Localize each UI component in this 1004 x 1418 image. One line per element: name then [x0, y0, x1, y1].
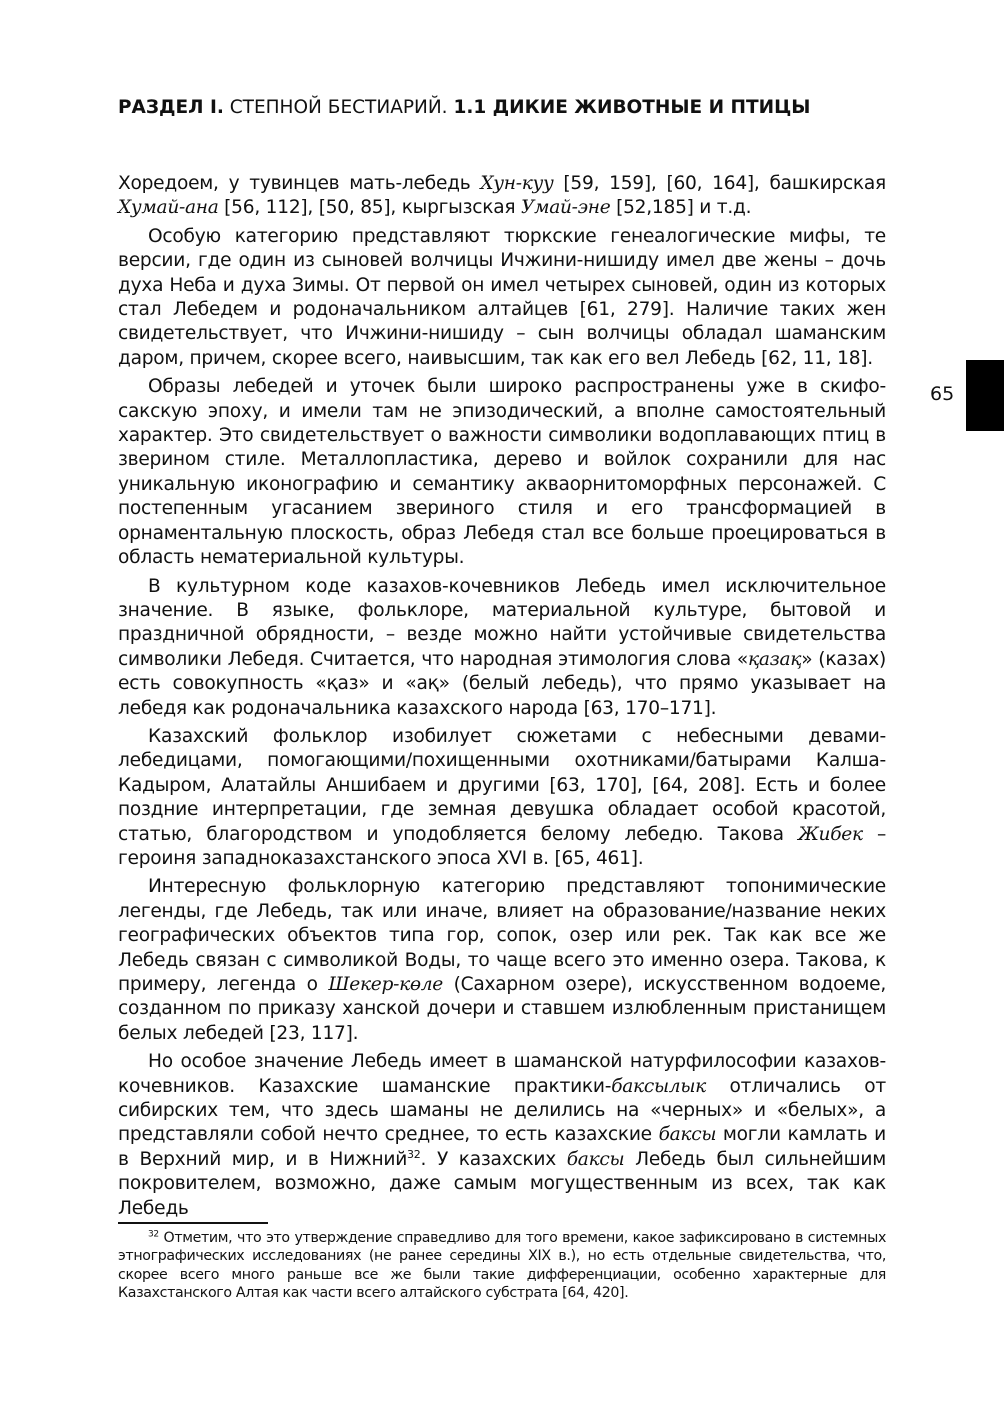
- footnote-32: [118, 1229, 886, 1303]
- body-text: [118, 172, 886, 1221]
- italic-term: Хун-куу: [480, 173, 554, 194]
- italic-term: Умай-эне: [520, 197, 611, 219]
- paragraph-7: [118, 1050, 886, 1221]
- footnote-reference[interactable]: 32: [407, 1147, 421, 1161]
- text-run: Но особое значение Лебедь имеет в шаманской натурфилософии казахов-кочевников. Казахские шаманские практики-: [118, 1051, 886, 1097]
- italic-term: Хумай-ана: [118, 197, 219, 219]
- paragraph-4: [118, 575, 886, 721]
- italic-term: Шекер-көле: [328, 974, 444, 995]
- text-run: [59, 159], [60, 164], башкирская: [553, 173, 886, 194]
- italic-term: баксылык: [611, 1075, 706, 1097]
- paragraph-1: [118, 172, 886, 221]
- text-run: Лебедь был сильнейшим покровителем, возможно, даже самым могущественным из всех, так как Лебедь: [118, 1148, 886, 1219]
- text-run: [52,185] и т.д.: [610, 197, 752, 219]
- paragraph-3: Образы лебедей и уточек были широко распространены уже в скифо-сакскую эпоху, и имели там не эпизодический, а вполне самостоятельный характер. Это свидетельствует о важности символики водоплавающих птиц в зверином стиле. Металлопластика, дерево и войлок сохранили для нас уникальную иконографию и семантику акваорнитоморфных персонажей. С постепенным угасанием звериного стиля и его трансформацией в орнаментальную плоскость, образ Лебедя стал все больше проецироваться в область нематериальной культуры.: [118, 376, 886, 569]
- italic-term: қазақ: [747, 648, 802, 670]
- paragraph-6: [118, 875, 886, 1046]
- running-header: [118, 96, 810, 120]
- thumb-index-tab: [966, 360, 1004, 431]
- italic-term: баксы: [658, 1124, 717, 1146]
- footnote: [118, 1229, 886, 1303]
- section-title: СТЕПНОЙ БЕСТИАРИЙ.: [223, 97, 454, 118]
- text-run: Казахский фольклор изобилует сюжетами с небесными девами-лебедицами, помогающими/похищенными охотниками/батырами Калша-Кадыром, Алатайлы Аншибаем и другими [63, 170], [64, 208]. Есть и более поздние интерпретации, где земная девушка обладает особой красотой, статью, благородством и уподобляется белому лебедю. Такова: [118, 725, 886, 845]
- italic-term: Жибек: [797, 823, 863, 845]
- text-run: » (казах) есть совокупность «қаз» и «ақ» (белый лебедь), что прямо указывает на лебедя как родоначальника казахского народа [63, 170–171].: [118, 648, 886, 719]
- paragraph-2: Особую категорию представляют тюркские генеалогические мифы, те версии, где один из сыновей волчицы Ичжини-нишиду имел две жены – дочь духа Неба и духа Зимы. От первой он имел четырех сыновей, один из которых стал Лебедем и родоначальником алтайцев [61, 279]. Наличие таких жен свидетельствует, что Ичжини-нишиду – сын волчицы обладал шаманским даром, причем, скорее всего, наивысшим, так как его вел Лебедь [62, 11, 18].: [118, 225, 886, 369]
- text-run: Интересную фольклорную категорию представляют топонимические легенды, где Лебедь, так или иначе, влияет на образование/название неких географических объектов типа гор, сопок, озер или рек. Так как все же Лебедь связан с символикой Воды, то чаще всего это именно озера. Такова, к примеру, легенда о: [118, 876, 886, 995]
- text-run: Хоредоем, у тувинцев мать-лебедь: [118, 173, 481, 194]
- italic-term: баксы: [566, 1148, 625, 1170]
- footnote-marker: 32: [148, 1229, 159, 1240]
- chapter-title: 1.1 ДИКИЕ ЖИВОТНЫЕ И ПТИЦЫ: [453, 97, 811, 118]
- page-number: 65: [930, 383, 955, 405]
- text-run: – героиня западноказахстанского эпоса XVI в. [65, 461].: [118, 823, 886, 869]
- section-label: РАЗДЕЛ I.: [118, 97, 224, 118]
- paragraph-5: [118, 725, 886, 871]
- text-run: (Сахарном озере), искусственном водоеме, созданном по приказу ханской дочери и ставшем излюбленным пристанищем белых лебедей [23, 117].: [118, 974, 886, 1044]
- text-run: [56, 112], [50, 85], кыргызская: [218, 197, 521, 219]
- text-run: . У казахских: [420, 1148, 567, 1170]
- footnote-separator: [118, 1222, 268, 1224]
- text-run: отличались от сибирских тем, что здесь шаманы не делились на «черных» и «белых», а представляли собой нечто среднее, то есть казахские: [118, 1075, 886, 1146]
- text-run: могли камлать и в Верхний мир, и в Нижний: [118, 1124, 886, 1170]
- footnote-text: Отметим, что это утверждение справедливо для того времени, какое зафиксировано в системных этнографических исследованиях (не ранее середины XIX в.), но есть отдельные свидетельства, что, скорее всего много раньше все же были такие дифференциации, особенно характерные для Казахстанского Алтая как части всего алтайского субстрата [64, 420].: [118, 1230, 886, 1302]
- text-run: В культурном коде казахов-кочевников Лебедь имел исключительное значение. В языке, фольклоре, материальной культуре, бытовой и праздничной обрядности, – везде можно найти устойчивые свидетельства символики Лебедя. Считается, что народная этимология слова «: [118, 575, 886, 670]
